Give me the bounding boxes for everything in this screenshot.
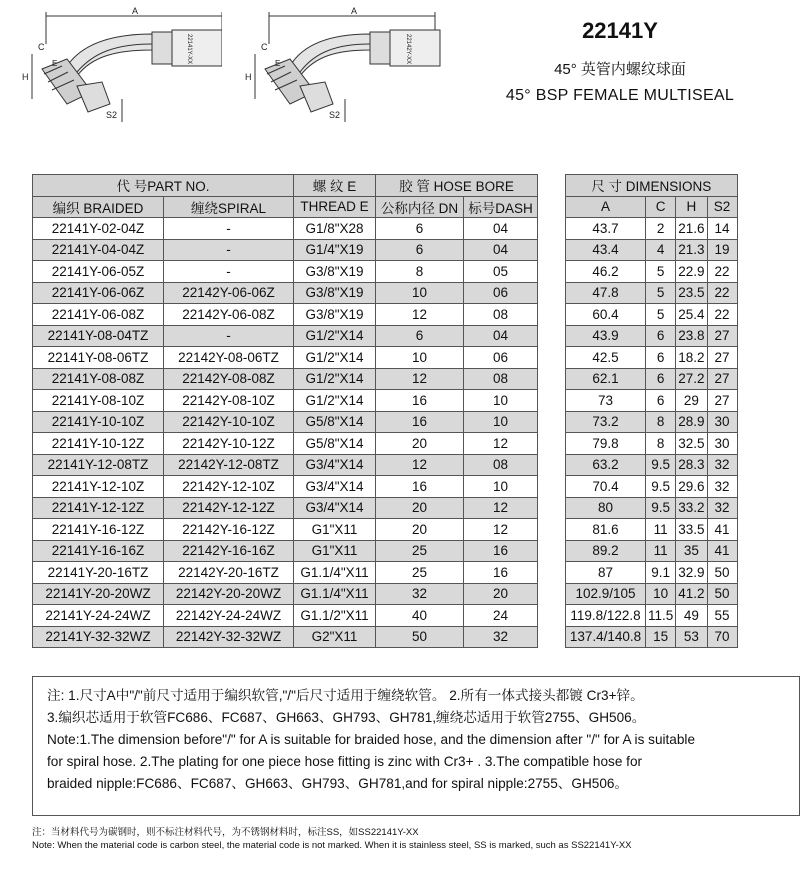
cell-s2: 27 — [707, 347, 737, 369]
cell-c: 9.1 — [646, 562, 676, 584]
spec-table — [32, 174, 738, 648]
cell-a: 43.9 — [566, 325, 646, 347]
table-row — [33, 261, 738, 283]
cell-thread: G1/2"X14 — [294, 347, 376, 369]
cell-braided: 22141Y-06-08Z — [33, 304, 164, 326]
cell-thread: G1/2"X14 — [294, 368, 376, 390]
table-row — [33, 433, 738, 455]
cell-s2: 30 — [707, 411, 737, 433]
cell-spiral: - — [164, 261, 294, 283]
cell-h: 33.2 — [676, 497, 707, 519]
cell-dn: 16 — [376, 476, 464, 498]
header-part-no: 代 号PART NO. — [33, 175, 294, 197]
cell-braided: 22141Y-08-08Z — [33, 368, 164, 390]
cell-spiral: 22142Y-10-10Z — [164, 411, 294, 433]
cell-dash: 10 — [464, 411, 538, 433]
subtitle-english: 45° BSP FEMALE MULTISEAL — [505, 87, 735, 104]
cell-braided: 22141Y-10-12Z — [33, 433, 164, 455]
model-number: 22141Y — [582, 18, 658, 43]
cell-a: 42.5 — [566, 347, 646, 369]
cell-spiral: 22142Y-20-20WZ — [164, 583, 294, 605]
cell-s2: 30 — [707, 433, 737, 455]
cell-dn: 10 — [376, 282, 464, 304]
table-row — [33, 497, 738, 519]
table-row — [33, 368, 738, 390]
cell-spiral: 22142Y-08-08Z — [164, 368, 294, 390]
cell-braided: 22141Y-16-16Z — [33, 540, 164, 562]
cell-c: 8 — [646, 411, 676, 433]
table-row — [33, 540, 738, 562]
cell-braided: 22141Y-08-10Z — [33, 390, 164, 412]
table-row — [33, 282, 738, 304]
cell-a: 79.8 — [566, 433, 646, 455]
footer-en: Note: When the material code is carbon steel, the material code is not marked. When it is stainless steel, SS is marked, such as SS22141Y-XX — [32, 840, 632, 851]
note-line: 3.编织芯适用于软管FC686、FC687、GH663、GH793、GH781,缠绕芯适用于软管2755、GH506。 — [47, 710, 646, 725]
part-label: 22142Y-XX — [405, 34, 411, 65]
cell-c: 6 — [646, 347, 676, 369]
cell-spiral: 22142Y-20-16TZ — [164, 562, 294, 584]
cell-s2: 32 — [707, 476, 737, 498]
cell-h: 22.9 — [676, 261, 707, 283]
cell-thread: G1"X11 — [294, 540, 376, 562]
cell-a: 62.1 — [566, 368, 646, 390]
cell-dn: 12 — [376, 304, 464, 326]
cell-s2: 14 — [707, 218, 737, 240]
dim-label-a: A — [132, 6, 139, 16]
cell-thread: G3/8"X19 — [294, 261, 376, 283]
col-braided: 编织 BRAIDED — [33, 196, 164, 218]
cell-c: 9.5 — [646, 454, 676, 476]
cell-s2: 22 — [707, 282, 737, 304]
cell-c: 11 — [646, 519, 676, 541]
cell-dn: 6 — [376, 239, 464, 261]
cell-c: 9.5 — [646, 497, 676, 519]
cell-dn: 40 — [376, 605, 464, 627]
cell-a: 73.2 — [566, 411, 646, 433]
cell-dash: 08 — [464, 454, 538, 476]
cell-dn: 25 — [376, 562, 464, 584]
cell-braided: 22141Y-08-04TZ — [33, 325, 164, 347]
cell-spiral: 22142Y-12-12Z — [164, 497, 294, 519]
cell-a: 81.6 — [566, 519, 646, 541]
cell-h: 23.5 — [676, 282, 707, 304]
cell-c: 2 — [646, 218, 676, 240]
cell-h: 29 — [676, 390, 707, 412]
note-line: braided nipple:FC686、FC687、GH663、GH793、GH781,and for spiral nipple:2755、GH506。 — [47, 776, 629, 791]
cell-dn: 16 — [376, 411, 464, 433]
cell-a: 80 — [566, 497, 646, 519]
cell-dash: 08 — [464, 304, 538, 326]
col-h: H — [676, 196, 707, 218]
cell-c: 5 — [646, 261, 676, 283]
cell-s2: 55 — [707, 605, 737, 627]
header-dimensions: 尺 寸 DIMENSIONS — [566, 175, 738, 197]
footer-cn: 注：当材料代号为碳钢时，则不标注材料代号，为不锈钢材料时，标注SS，如SS22141Y-XX — [32, 827, 419, 838]
table-row — [33, 562, 738, 584]
cell-braided: 22141Y-06-06Z — [33, 282, 164, 304]
cell-c: 6 — [646, 368, 676, 390]
dim-label-c: C — [38, 42, 45, 52]
cell-s2: 22 — [707, 261, 737, 283]
table-row — [33, 583, 738, 605]
cell-c: 10 — [646, 583, 676, 605]
table-row — [33, 218, 738, 240]
cell-thread: G1.1/4"X11 — [294, 562, 376, 584]
cell-s2: 41 — [707, 519, 737, 541]
cell-h: 53 — [676, 626, 707, 648]
cell-dn: 20 — [376, 519, 464, 541]
cell-spiral: - — [164, 218, 294, 240]
footer-note — [32, 826, 632, 852]
cell-spiral: 22142Y-08-10Z — [164, 390, 294, 412]
cell-spiral: 22142Y-16-16Z — [164, 540, 294, 562]
col-thread: THREAD E — [294, 196, 376, 218]
table-row — [33, 476, 738, 498]
cell-a: 43.7 — [566, 218, 646, 240]
cell-spiral: 22142Y-32-32WZ — [164, 626, 294, 648]
cell-spiral: 22142Y-06-06Z — [164, 282, 294, 304]
cell-spiral: 22142Y-24-24WZ — [164, 605, 294, 627]
cell-braided: 22141Y-20-16TZ — [33, 562, 164, 584]
cell-dash: 06 — [464, 347, 538, 369]
cell-s2: 19 — [707, 239, 737, 261]
cell-c: 4 — [646, 239, 676, 261]
cell-dn: 6 — [376, 218, 464, 240]
cell-c: 6 — [646, 390, 676, 412]
cell-a: 102.9/105 — [566, 583, 646, 605]
cell-dn: 8 — [376, 261, 464, 283]
cell-s2: 41 — [707, 540, 737, 562]
cell-dash: 04 — [464, 239, 538, 261]
table-row — [33, 411, 738, 433]
dim-label-c: C — [261, 42, 268, 52]
cell-dn: 12 — [376, 368, 464, 390]
cell-braided: 22141Y-08-06TZ — [33, 347, 164, 369]
cell-c: 6 — [646, 325, 676, 347]
cell-a: 63.2 — [566, 454, 646, 476]
cell-thread: G1/8"X28 — [294, 218, 376, 240]
cell-h: 27.2 — [676, 368, 707, 390]
cell-thread: G1/2"X14 — [294, 390, 376, 412]
cell-thread: G1.1/4"X11 — [294, 583, 376, 605]
cell-h: 23.8 — [676, 325, 707, 347]
cell-braided: 22141Y-12-08TZ — [33, 454, 164, 476]
cell-thread: G1/4"X19 — [294, 239, 376, 261]
dim-label-s2: S2 — [329, 110, 341, 120]
cell-s2: 32 — [707, 497, 737, 519]
cell-dn: 25 — [376, 540, 464, 562]
cell-h: 49 — [676, 605, 707, 627]
cell-spiral: - — [164, 325, 294, 347]
notes-box — [32, 676, 800, 816]
cell-a: 46.2 — [566, 261, 646, 283]
cell-thread: G3/4"X14 — [294, 497, 376, 519]
cell-dash: 20 — [464, 583, 538, 605]
col-spiral: 缠绕SPIRAL — [164, 196, 294, 218]
table-row — [33, 390, 738, 412]
col-a: A — [566, 196, 646, 218]
table-row — [33, 626, 738, 648]
cell-a: 43.4 — [566, 239, 646, 261]
cell-s2: 27 — [707, 368, 737, 390]
note-line: 注: 1.尺寸A中"/"前尺寸适用于编织软管,"/"后尺寸适用于缠绕软管。 2.所有一体式接头都镀 Cr3+锌。 — [47, 688, 644, 703]
cell-a: 87 — [566, 562, 646, 584]
cell-c: 8 — [646, 433, 676, 455]
cell-dn: 50 — [376, 626, 464, 648]
cell-dn: 32 — [376, 583, 464, 605]
col-s2: S2 — [707, 196, 737, 218]
cell-thread: G1"X11 — [294, 519, 376, 541]
fitting-drawing-braided — [22, 4, 222, 122]
cell-dash: 06 — [464, 282, 538, 304]
cell-braided: 22141Y-04-04Z — [33, 239, 164, 261]
table-row — [33, 347, 738, 369]
cell-h: 18.2 — [676, 347, 707, 369]
cell-spiral: - — [164, 239, 294, 261]
dim-label-h: H — [22, 72, 29, 82]
col-dn: 公称内径 DN — [376, 196, 464, 218]
dim-label-e: E — [52, 59, 58, 68]
cell-h: 29.6 — [676, 476, 707, 498]
note-line: Note:1.The dimension before"/" for A is suitable for braided hose, and the dimension after "/" for A is suitable — [47, 732, 696, 747]
dim-label-a: A — [351, 6, 358, 16]
subtitle-chinese: 45° 英管内螺纹球面 — [554, 61, 686, 78]
cell-dash: 16 — [464, 562, 538, 584]
cell-dn: 12 — [376, 454, 464, 476]
cell-h: 33.5 — [676, 519, 707, 541]
cell-braided: 22141Y-32-32WZ — [33, 626, 164, 648]
cell-spiral: 22142Y-10-12Z — [164, 433, 294, 455]
part-label: 22141Y-XX — [186, 34, 192, 65]
cell-thread: G5/8"X14 — [294, 433, 376, 455]
cell-a: 73 — [566, 390, 646, 412]
cell-dash: 12 — [464, 519, 538, 541]
cell-thread: G2"X11 — [294, 626, 376, 648]
cell-braided: 22141Y-06-05Z — [33, 261, 164, 283]
cell-dash: 12 — [464, 433, 538, 455]
cell-s2: 22 — [707, 304, 737, 326]
cell-s2: 32 — [707, 454, 737, 476]
cell-h: 32.5 — [676, 433, 707, 455]
cell-h: 32.9 — [676, 562, 707, 584]
cell-a: 47.8 — [566, 282, 646, 304]
cell-c: 11.5 — [646, 605, 676, 627]
col-c: C — [646, 196, 676, 218]
cell-s2: 50 — [707, 583, 737, 605]
cell-thread: G5/8"X14 — [294, 411, 376, 433]
table-row — [33, 239, 738, 261]
cell-h: 41.2 — [676, 583, 707, 605]
cell-braided: 22141Y-24-24WZ — [33, 605, 164, 627]
cell-braided: 22141Y-16-12Z — [33, 519, 164, 541]
header-hose-bore: 胶 管 HOSE BORE — [376, 175, 538, 197]
cell-s2: 70 — [707, 626, 737, 648]
cell-dash: 08 — [464, 368, 538, 390]
table-row — [33, 454, 738, 476]
cell-braided: 22141Y-20-20WZ — [33, 583, 164, 605]
cell-spiral: 22142Y-08-06TZ — [164, 347, 294, 369]
cell-c: 15 — [646, 626, 676, 648]
table-row — [33, 325, 738, 347]
cell-spiral: 22142Y-12-10Z — [164, 476, 294, 498]
cell-dash: 04 — [464, 325, 538, 347]
cell-dash: 10 — [464, 476, 538, 498]
note-line: for spiral hose. 2.The plating for one piece hose fitting is zinc with Cr3+ . 3.The compatible hose for — [47, 754, 643, 769]
cell-h: 21.6 — [676, 218, 707, 240]
cell-h: 28.3 — [676, 454, 707, 476]
cell-thread: G3/4"X14 — [294, 454, 376, 476]
cell-c: 11 — [646, 540, 676, 562]
dim-label-s2: S2 — [106, 110, 118, 120]
title-block — [440, 14, 800, 105]
cell-s2: 27 — [707, 390, 737, 412]
cell-dn: 20 — [376, 433, 464, 455]
cell-dash: 10 — [464, 390, 538, 412]
cell-spiral: 22142Y-16-12Z — [164, 519, 294, 541]
cell-dash: 32 — [464, 626, 538, 648]
cell-s2: 27 — [707, 325, 737, 347]
cell-spiral: 22142Y-06-08Z — [164, 304, 294, 326]
cell-thread: G3/8"X19 — [294, 282, 376, 304]
cell-braided: 22141Y-10-10Z — [33, 411, 164, 433]
cell-dash: 12 — [464, 497, 538, 519]
cell-thread: G1/2"X14 — [294, 325, 376, 347]
cell-h: 25.4 — [676, 304, 707, 326]
header-thread-group: 螺 纹 E — [294, 175, 376, 197]
col-dash: 标号DASH — [464, 196, 538, 218]
cell-a: 60.4 — [566, 304, 646, 326]
cell-a: 137.4/140.8 — [566, 626, 646, 648]
cell-dn: 20 — [376, 497, 464, 519]
dim-label-h: H — [245, 72, 252, 82]
cell-a: 89.2 — [566, 540, 646, 562]
cell-spiral: 22142Y-12-08TZ — [164, 454, 294, 476]
cell-h: 35 — [676, 540, 707, 562]
cell-dash: 04 — [464, 218, 538, 240]
table-row — [33, 605, 738, 627]
cell-dn: 10 — [376, 347, 464, 369]
cell-h: 21.3 — [676, 239, 707, 261]
cell-s2: 50 — [707, 562, 737, 584]
cell-h: 28.9 — [676, 411, 707, 433]
cell-dash: 24 — [464, 605, 538, 627]
cell-braided: 22141Y-12-12Z — [33, 497, 164, 519]
cell-c: 9.5 — [646, 476, 676, 498]
cell-c: 5 — [646, 282, 676, 304]
spec-table-body — [33, 218, 738, 648]
cell-dash: 16 — [464, 540, 538, 562]
cell-thread: G1.1/2"X11 — [294, 605, 376, 627]
fitting-drawing-spiral — [245, 4, 445, 122]
cell-c: 5 — [646, 304, 676, 326]
dim-label-e: E — [275, 59, 281, 68]
cell-dn: 6 — [376, 325, 464, 347]
cell-braided: 22141Y-02-04Z — [33, 218, 164, 240]
table-row — [33, 304, 738, 326]
cell-braided: 22141Y-12-10Z — [33, 476, 164, 498]
cell-thread: G3/4"X14 — [294, 476, 376, 498]
cell-a: 70.4 — [566, 476, 646, 498]
cell-a: 119.8/122.8 — [566, 605, 646, 627]
cell-dn: 16 — [376, 390, 464, 412]
table-row — [33, 519, 738, 541]
cell-dash: 05 — [464, 261, 538, 283]
cell-thread: G3/8"X19 — [294, 304, 376, 326]
